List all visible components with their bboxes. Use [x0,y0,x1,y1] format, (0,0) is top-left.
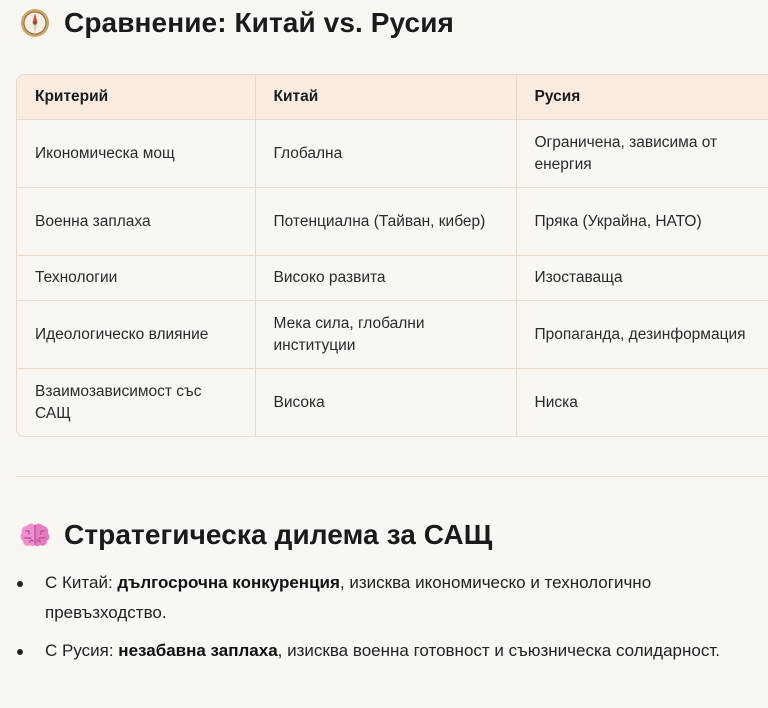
list-item [0,636,768,666]
table-cell: Технологии [17,256,255,301]
table-cell: Високо развита [255,256,516,301]
comparison-table [16,74,768,437]
table-cell: Потенциална (Тайван, кибер) [255,188,516,256]
table-row [17,369,768,437]
dilemma-list [0,568,768,674]
section-heading-dilemma [18,518,492,552]
list-item-text: , изисква военна готовност и съюзническа солидарност. [277,641,720,660]
column-header-criterion: Критерий [17,75,255,120]
section-title: Стратегическа дилема за САЩ [64,519,493,550]
bullet-icon [17,581,23,587]
table-row [17,256,768,301]
brain-icon [18,518,52,552]
table-header-row [17,75,768,120]
table-cell: Идеологическо влияние [17,301,255,369]
table-cell: Пропаганда, дезинформация [516,301,768,369]
bullet-icon [17,649,23,655]
table-row [17,301,768,369]
table-cell: Глобална [255,120,516,188]
list-item [0,568,768,628]
column-header-china: Китай [255,75,516,120]
table-cell: Икономическа мощ [17,120,255,188]
list-item-text: , изисква икономическо и технологично превъзходство. [45,573,652,622]
table-cell: Взаимозависимост със САЩ [17,369,255,437]
list-item-prefix: С Китай: [45,573,118,592]
section-divider [16,476,768,477]
table-cell: Висока [255,369,516,437]
table-cell: Военна заплаха [17,188,255,256]
table-cell: Ограничена, зависима от енергия [516,120,768,188]
list-item-emphasis: незабавна заплаха [118,641,278,660]
table-cell: Изоставаща [516,256,768,301]
compass-icon [18,6,52,40]
table-cell: Пряка (Украйна, НАТО) [516,188,768,256]
column-header-russia: Русия [516,75,768,120]
table-cell: Ниска [516,369,768,437]
table-cell: Мека сила, глобални институции [255,301,516,369]
list-item-emphasis: дългосрочна конкуренция [117,573,340,592]
table-row [17,120,768,188]
section-title: Сравнение: Китай vs. Русия [64,7,454,38]
list-item-prefix: С Русия: [45,641,119,660]
section-heading-comparison [18,6,454,40]
table-row [17,188,768,256]
